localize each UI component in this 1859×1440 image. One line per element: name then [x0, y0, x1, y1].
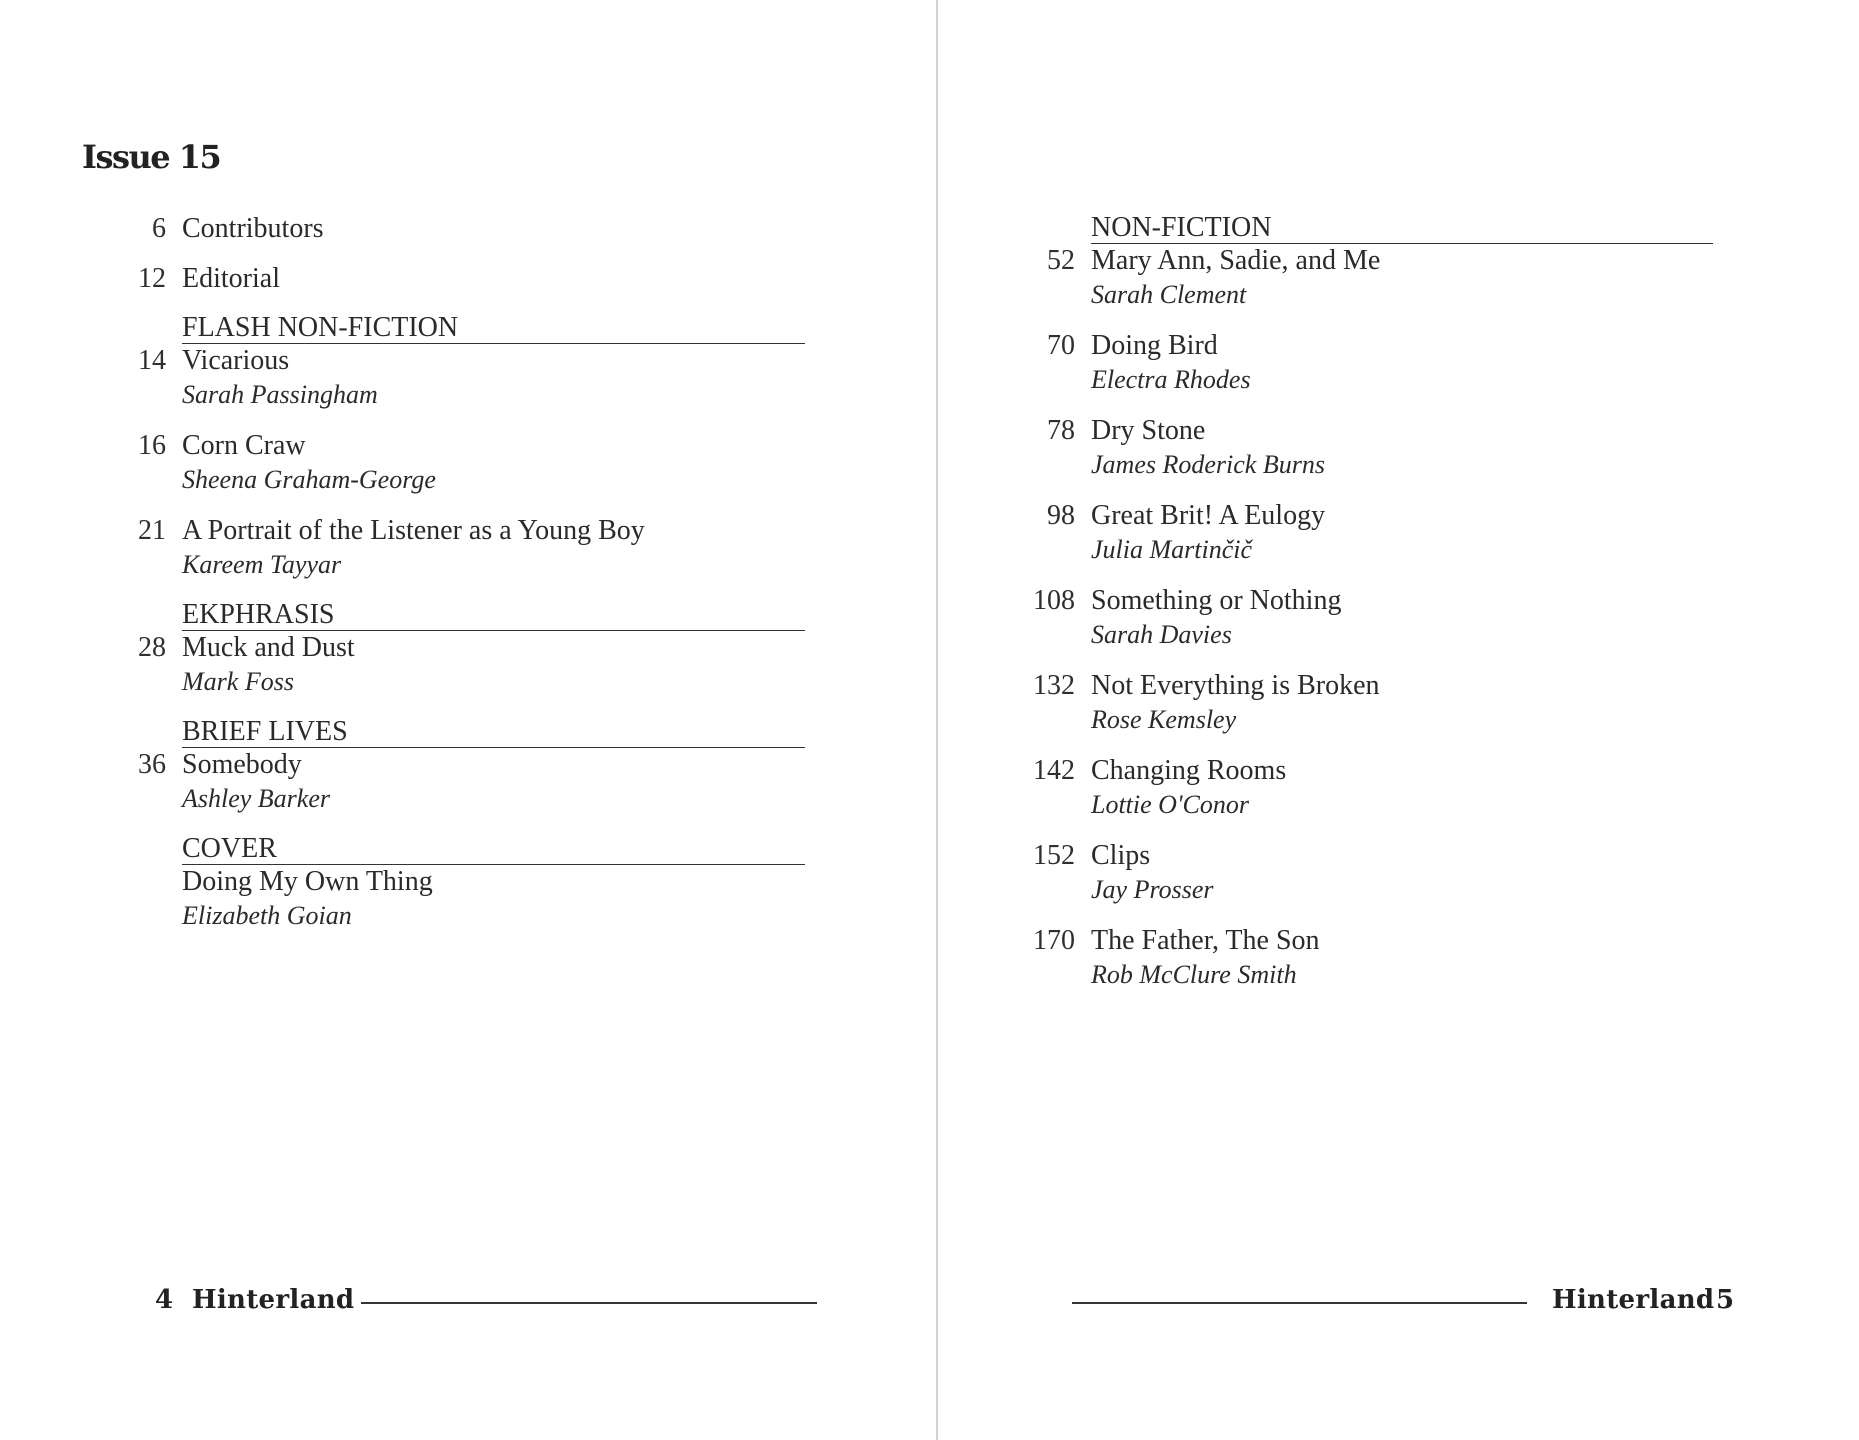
toc-entry-row — [997, 924, 1727, 958]
entry-author: Elizabeth Goian — [182, 901, 352, 930]
toc-entry-row — [997, 244, 1727, 278]
entry-title: Something or Nothing — [1091, 585, 1342, 616]
page-number: 36 — [138, 749, 166, 780]
toc-entry — [88, 344, 818, 412]
entry-title: Great Brit! A Eulogy — [1091, 500, 1326, 531]
entry-author: Jay Prosser — [1091, 875, 1214, 904]
entry-title: Corn Craw — [182, 430, 306, 461]
toc-entry-row — [88, 212, 818, 246]
entry-title: Vicarious — [182, 345, 290, 376]
toc-entry-row — [88, 748, 818, 782]
section-heading: EKPHRASIS — [182, 599, 805, 631]
footer-page-number: 4 — [155, 1285, 174, 1315]
footer-brand: Hinterland — [192, 1285, 355, 1315]
entry-author: Ashley Barker — [182, 784, 331, 813]
entry-author: Rob McClure Smith — [1091, 960, 1297, 989]
page-number: 12 — [138, 263, 166, 294]
entry-author: Sarah Passingham — [182, 380, 378, 409]
footer-rule — [361, 1302, 817, 1304]
toc-entry — [997, 839, 1727, 907]
toc-entry-row — [88, 631, 818, 665]
entry-author: Sarah Davies — [1091, 620, 1232, 649]
entry-title: Doing My Own Thing — [182, 866, 433, 897]
toc-entry — [997, 329, 1727, 397]
toc-entry-row — [88, 344, 818, 378]
toc-entry — [997, 244, 1727, 312]
section-heading: NON-FICTION — [1091, 212, 1713, 244]
entry-author: Mark Foss — [182, 667, 294, 696]
toc-left — [88, 212, 818, 950]
toc-entry — [88, 865, 818, 933]
toc-entry — [88, 748, 818, 816]
footer-page-number: 5 — [1716, 1285, 1735, 1315]
page-number: 98 — [1047, 500, 1075, 531]
toc-entry-row — [997, 584, 1727, 618]
toc-entry — [88, 262, 818, 296]
footer-rule — [1072, 1302, 1527, 1304]
toc-entry-row — [88, 429, 818, 463]
toc-entry — [997, 924, 1727, 992]
entry-author: Sarah Clement — [1091, 280, 1247, 309]
toc-entry-row — [997, 669, 1727, 703]
footer-brand: Hinterland — [1552, 1285, 1715, 1315]
page-number: 6 — [152, 213, 166, 244]
page-number: 142 — [1033, 755, 1075, 786]
entry-title: Changing Rooms — [1091, 755, 1287, 786]
entry-author: Julia Martinčič — [1091, 535, 1253, 564]
toc-entry — [88, 212, 818, 246]
entry-title: Doing Bird — [1091, 330, 1218, 361]
toc-entry-row — [88, 262, 818, 296]
toc-entry — [997, 414, 1727, 482]
section-heading: FLASH NON-FICTION — [182, 312, 805, 344]
entry-title: Clips — [1091, 840, 1151, 871]
entry-author: Rose Kemsley — [1091, 705, 1237, 734]
toc-entry — [997, 499, 1727, 567]
page-number: 21 — [138, 515, 166, 546]
entry-title: Somebody — [182, 749, 302, 780]
toc-entry-row — [997, 839, 1727, 873]
section-heading: COVER — [182, 833, 805, 865]
toc-entry — [997, 669, 1727, 737]
page-number: 14 — [138, 345, 166, 376]
page-number: 170 — [1033, 925, 1075, 956]
entry-author: James Roderick Burns — [1091, 450, 1325, 479]
page-number: 16 — [138, 430, 166, 461]
entry-title: Contributors — [182, 213, 324, 244]
toc-entry-row — [997, 754, 1727, 788]
page-number: 78 — [1047, 415, 1075, 446]
toc-right — [997, 212, 1727, 1009]
entry-author: Electra Rhodes — [1091, 365, 1251, 394]
page-number: 70 — [1047, 330, 1075, 361]
page-number: 108 — [1033, 585, 1075, 616]
toc-entry-row — [997, 414, 1727, 448]
page-number: 152 — [1033, 840, 1075, 871]
entry-author: Kareem Tayyar — [182, 550, 342, 579]
toc-entry — [997, 584, 1727, 652]
entry-title: A Portrait of the Listener as a Young Boy — [182, 515, 645, 546]
toc-entry — [997, 754, 1727, 822]
entry-title: Muck and Dust — [182, 632, 355, 663]
section-heading: BRIEF LIVES — [182, 716, 805, 748]
entry-title: Mary Ann, Sadie, and Me — [1091, 245, 1381, 276]
entry-title: Editorial — [182, 263, 280, 294]
entry-title: The Father, The Son — [1091, 925, 1320, 956]
entry-author: Lottie O'Conor — [1091, 790, 1249, 819]
page-number: 28 — [138, 632, 166, 663]
issue-title: Issue 15 — [82, 138, 221, 176]
toc-entry — [88, 514, 818, 582]
toc-entry — [88, 631, 818, 699]
page-number: 132 — [1033, 670, 1075, 701]
entry-title: Dry Stone — [1091, 415, 1206, 446]
right-page — [937, 0, 1859, 1440]
toc-entry-row — [88, 865, 818, 899]
toc-entry-row — [88, 514, 818, 548]
toc-entry — [88, 429, 818, 497]
entry-title: Not Everything is Broken — [1091, 670, 1380, 701]
page-number: 52 — [1047, 245, 1075, 276]
toc-entry-row — [997, 499, 1727, 533]
toc-entry-row — [997, 329, 1727, 363]
entry-author: Sheena Graham-George — [182, 465, 436, 494]
